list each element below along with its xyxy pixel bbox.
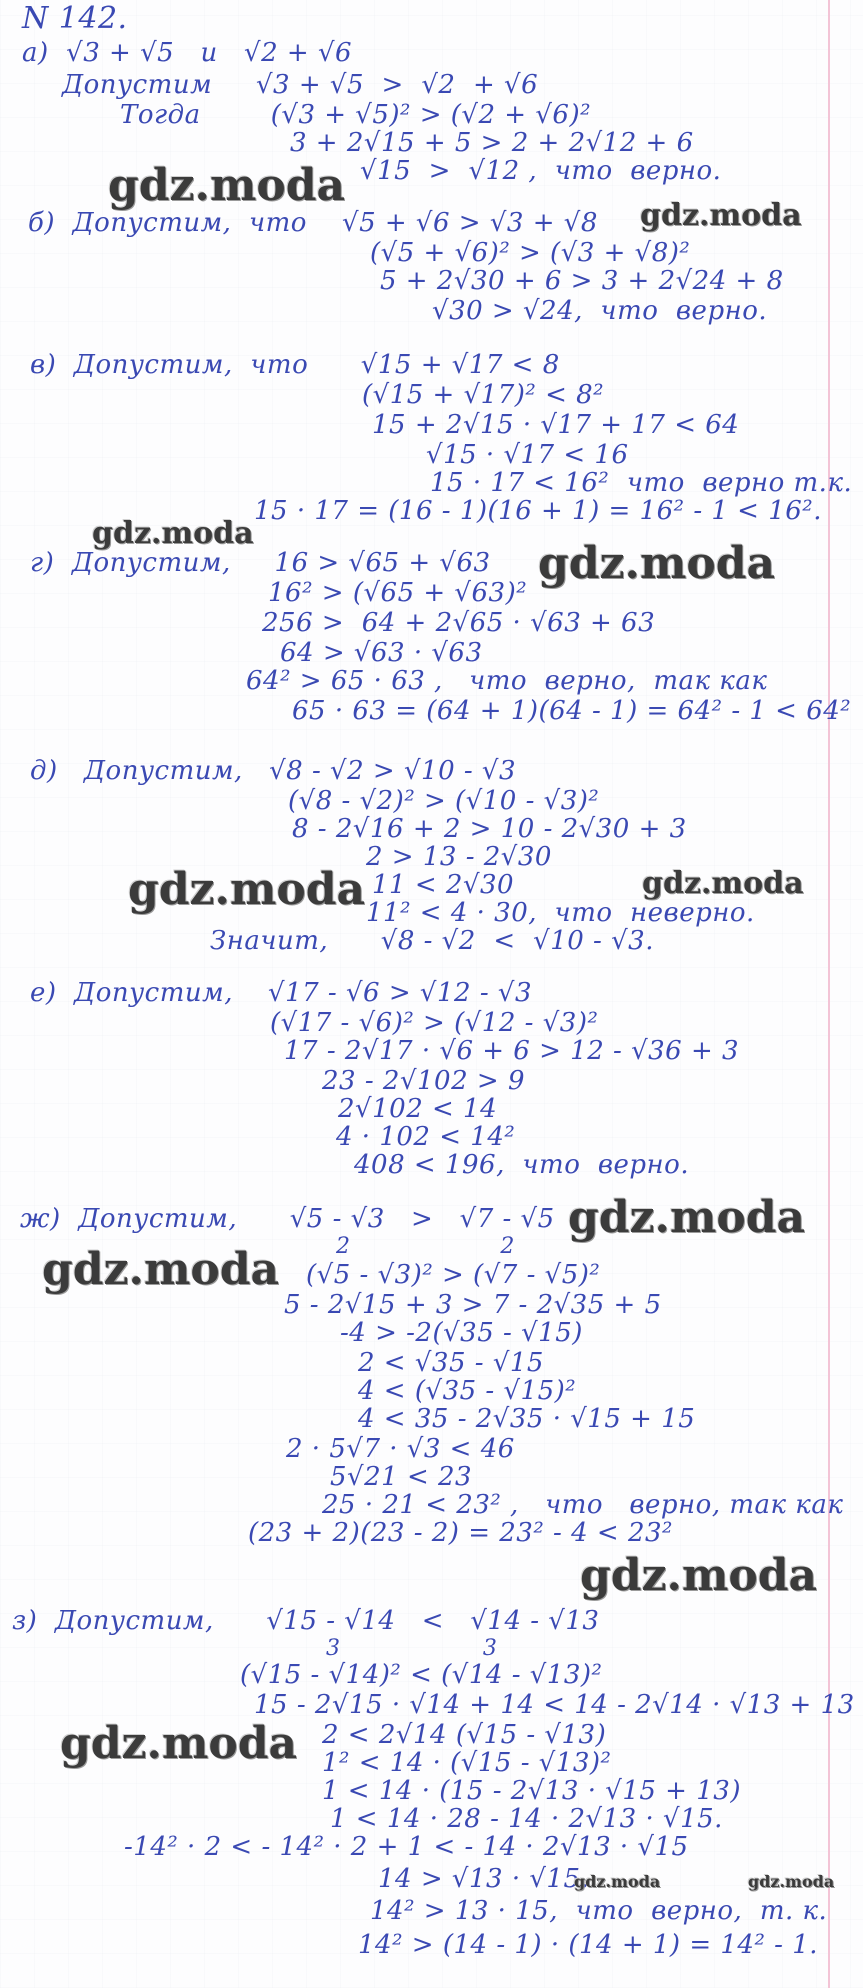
line-g2: 16² > (√65 + √63)² xyxy=(268,578,528,608)
watermark: gdz.moda xyxy=(60,1718,298,1769)
watermark: gdz.moda xyxy=(640,198,802,233)
line-g3: 256 > 64 + 2√65 · √63 + 63 xyxy=(262,608,656,638)
watermark: gdz.moda xyxy=(42,1244,280,1295)
line-v1: в) Допустим, что √15 + √17 < 8 xyxy=(30,350,560,380)
line-e2: (√17 - √6)² > (√12 - √3)² xyxy=(270,1008,599,1038)
line-e1: е) Допустим, √17 - √6 > √12 - √3 xyxy=(30,978,532,1008)
line-a5: √15 > √12 , что верно. xyxy=(360,156,722,186)
watermark: gdz.moda xyxy=(568,1192,806,1243)
watermark: gdz.moda xyxy=(538,538,776,589)
line-e6: 4 · 102 < 14² xyxy=(336,1122,516,1152)
line-g1: г) Допустим, 16 > √65 + √63 xyxy=(30,548,491,578)
line-d1: д) Допустим, √8 - √2 > √10 - √3 xyxy=(30,756,517,786)
line-g5: 64² > 65 · 63 , что верно, так как xyxy=(246,666,768,696)
line-z11: 14² > (14 - 1) · (14 + 1) = 14² - 1. xyxy=(358,1930,819,1960)
watermark: gdz.moda xyxy=(128,864,366,915)
line-b4: √30 > √24, что верно. xyxy=(432,296,768,326)
line-v4: √15 · √17 < 16 xyxy=(426,440,629,470)
line-v3: 15 + 2√15 · √17 + 17 < 64 xyxy=(372,410,740,440)
line-e4: 23 - 2√102 > 9 xyxy=(322,1066,525,1096)
line-z1: з) Допустим, √15 - √14 < √14 - √13 xyxy=(12,1606,600,1636)
line-e5: 2√102 < 14 xyxy=(338,1094,498,1124)
line-a1: а) √3 + √5 и √2 + √6 xyxy=(22,38,353,68)
line-z1-denominators: 3 3 xyxy=(326,1636,498,1661)
line-zh5: 2 < √35 - √15 xyxy=(358,1348,544,1378)
watermark: gdz.moda xyxy=(92,516,254,551)
line-v2: (√15 + √17)² < 8² xyxy=(362,380,605,410)
line-a3: Тогда (√3 + √5)² > (√2 + √6)² xyxy=(120,100,592,130)
line-z7: 1 < 14 · 28 - 14 · 2√13 · √15. xyxy=(330,1804,723,1834)
line-d7: Значит, √8 - √2 < √10 - √3. xyxy=(210,926,654,956)
line-z4: 2 < 2√14 (√15 - √13) xyxy=(322,1720,607,1750)
line-g6: 65 · 63 = (64 + 1)(64 - 1) = 64² - 1 < 64² xyxy=(292,696,852,726)
line-z9: 14 > √13 · √15. xyxy=(378,1864,590,1894)
watermark: gdz.moda xyxy=(748,1872,835,1891)
line-zh11: (23 + 2)(23 - 2) = 23² - 4 < 23² xyxy=(248,1518,673,1548)
line-z3: 15 - 2√15 · √14 + 14 < 14 - 2√14 · √13 + 13 xyxy=(254,1690,855,1720)
line-v5: 15 · 17 < 16² что верно т.к. xyxy=(430,468,853,498)
line-d2: (√8 - √2)² > (√10 - √3)² xyxy=(288,786,600,816)
watermark: gdz.moda xyxy=(574,1872,661,1891)
line-e3: 17 - 2√17 · √6 + 6 > 12 - √36 + 3 xyxy=(284,1036,740,1066)
line-zh3: 5 - 2√15 + 3 > 7 - 2√35 + 5 xyxy=(284,1290,662,1320)
line-zh2: (√5 - √3)² > (√7 - √5)² xyxy=(306,1260,601,1290)
line-b1: б) Допустим, что √5 + √6 > √3 + √8 xyxy=(28,208,598,238)
line-zh4: -4 > -2(√35 - √15) xyxy=(340,1318,583,1348)
line-z2: (√15 - √14)² < (√14 - √13)² xyxy=(240,1660,603,1690)
line-zh6: 4 < (√35 - √15)² xyxy=(358,1376,577,1406)
line-d6: 11² < 4 · 30, что неверно. xyxy=(366,898,755,928)
watermark: gdz.moda xyxy=(108,160,346,211)
line-zh10: 25 · 21 < 23² , что верно, так как xyxy=(322,1490,844,1520)
line-zh8: 2 · 5√7 · √3 < 46 xyxy=(286,1434,515,1464)
watermark: gdz.moda xyxy=(580,1550,818,1601)
line-d5: 11 < 2√30 xyxy=(372,870,515,900)
line-d3: 8 - 2√16 + 2 > 10 - 2√30 + 3 xyxy=(292,814,687,844)
line-v6: 15 · 17 = (16 - 1)(16 + 1) = 16² - 1 < 16². xyxy=(254,496,822,526)
line-d4: 2 > 13 - 2√30 xyxy=(366,842,552,872)
line-zh9: 5√21 < 23 xyxy=(330,1462,473,1492)
line-b3: 5 + 2√30 + 6 > 3 + 2√24 + 8 xyxy=(380,266,784,296)
line-a2: Допустим √3 + √5 > √2 + √6 xyxy=(62,70,539,100)
line-a4: 3 + 2√15 + 5 > 2 + 2√12 + 6 xyxy=(290,128,694,158)
line-zh1-denominators: 2 2 xyxy=(336,1234,515,1259)
problem-number: N 142. xyxy=(22,1,128,36)
line-z5: 1² < 14 · (√15 - √13)² xyxy=(322,1748,612,1778)
line-zh7: 4 < 35 - 2√35 · √15 + 15 xyxy=(358,1404,696,1434)
line-z8: -14² · 2 < - 14² · 2 + 1 < - 14 · 2√13 · √15 xyxy=(124,1832,689,1862)
line-z10: 14² > 13 · 15, что верно, т. к. xyxy=(370,1896,828,1926)
line-g4: 64 > √63 · √63 xyxy=(280,638,483,668)
line-zh1: ж) Допустим, √5 - √3 > √7 - √5 xyxy=(20,1204,555,1234)
line-e7: 408 < 196, что верно. xyxy=(354,1150,690,1180)
line-z6: 1 < 14 · (15 - 2√13 · √15 + 13) xyxy=(322,1776,741,1806)
watermark: gdz.moda xyxy=(642,866,804,901)
line-b2: (√5 + √6)² > (√3 + √8)² xyxy=(370,238,691,268)
